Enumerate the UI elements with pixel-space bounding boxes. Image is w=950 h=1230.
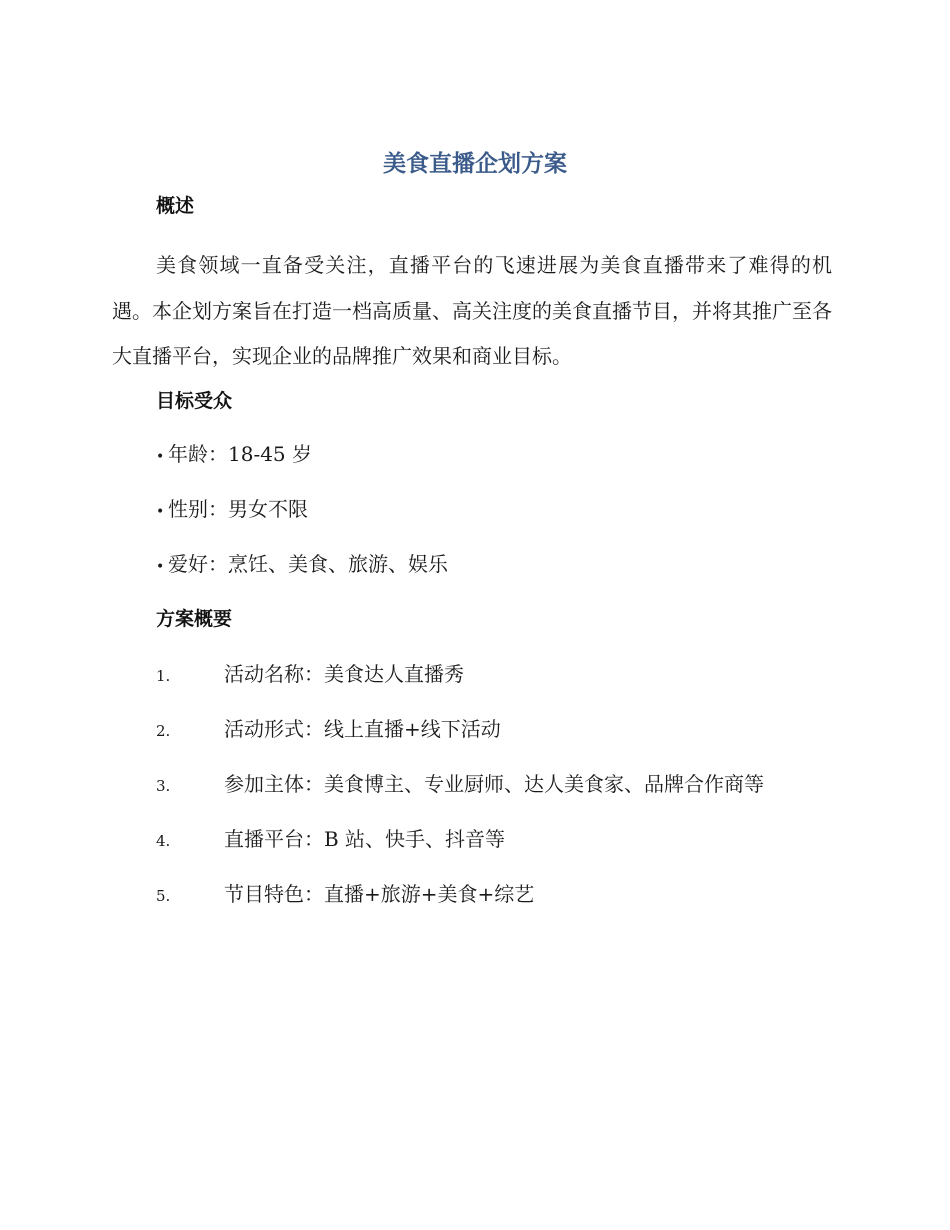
plan-list-item [156, 769, 764, 801]
plan-list-item [156, 824, 505, 856]
list-number: 3. [156, 777, 171, 795]
audience-item-age: 年龄：18-45 岁 [168, 442, 313, 466]
plan-item-text: 直播平台：B 站、快手、抖音等 [224, 827, 506, 851]
audience-list-item [156, 494, 308, 527]
section-heading-plan: 方案概要 [156, 608, 233, 630]
plan-list-item [156, 879, 534, 911]
plan-item-text: 参加主体：美食博主、专业厨师、达人美食家、品牌合作商等 [224, 772, 764, 796]
plan-item-text: 活动形式：线上直播+线下活动 [224, 717, 501, 741]
list-number: 1. [156, 667, 171, 685]
plan-list-item [156, 659, 464, 691]
section-heading-overview: 概述 [156, 195, 195, 217]
list-number: 2. [156, 722, 171, 740]
plan-list-item [156, 714, 501, 746]
list-number: 5. [156, 887, 171, 905]
bullet-marker: • [156, 449, 165, 465]
audience-list-item [156, 439, 312, 472]
list-number: 4. [156, 832, 171, 850]
audience-list-item [156, 549, 448, 582]
audience-item-hobbies: 爱好：烹饪、美食、旅游、娱乐 [168, 552, 448, 576]
overview-paragraph: 美食领域一直备受关注，直播平台的飞速进展为美食直播带来了难得的机遇。本企划方案旨在打造一档高质量、高关注度的美食直播节目，并将其推广至各大直播平台，实现企业的品牌推广效果和商业目标。 [112, 253, 832, 368]
section-heading-audience: 目标受众 [156, 390, 233, 412]
plan-item-text: 活动名称：美食达人直播秀 [224, 662, 464, 686]
plan-item-text: 节目特色：直播+旅游+美食+综艺 [224, 882, 535, 906]
bullet-marker: • [156, 504, 165, 520]
document-title: 美食直播企划方案 [383, 151, 567, 177]
bullet-marker: • [156, 559, 165, 575]
audience-item-gender: 性别：男女不限 [168, 497, 308, 521]
